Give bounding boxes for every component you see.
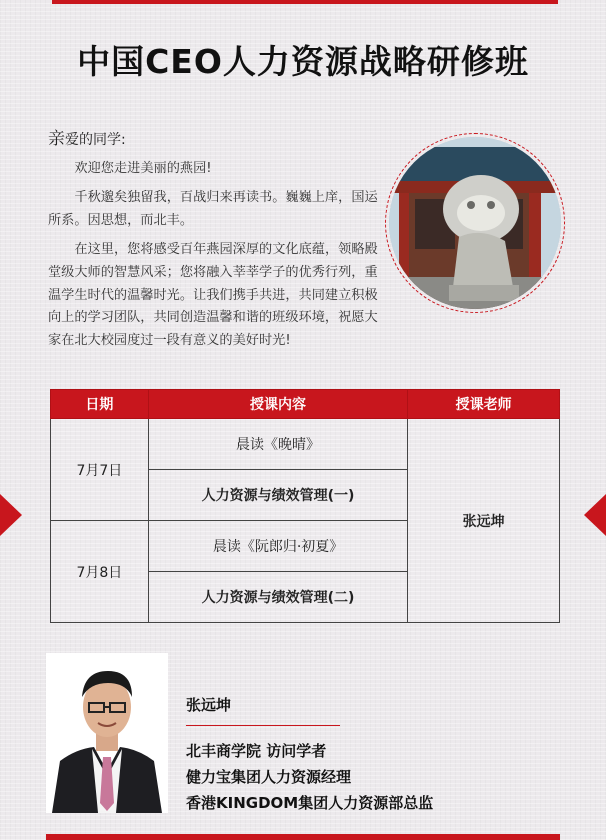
top-accent-bar bbox=[52, 0, 558, 4]
date-cell: 7月8日 bbox=[51, 521, 149, 623]
course-cell: 人力资源与绩效管理(二) bbox=[148, 572, 407, 623]
greeting bbox=[48, 128, 384, 152]
stone-lion-photo bbox=[385, 133, 565, 313]
intro-letter bbox=[48, 128, 384, 359]
teacher-titles bbox=[186, 738, 433, 816]
course-cell: 晨读《阮郎归·初夏》 bbox=[148, 521, 407, 572]
intro-paragraph: 千秋邈矣独留我，百战归来再读书。巍巍上庠，国运所系。因思想，而北丰。 bbox=[48, 190, 378, 228]
header-date: 日期 bbox=[51, 390, 149, 419]
left-arrow-marker bbox=[0, 494, 22, 536]
header-content: 授课内容 bbox=[148, 390, 407, 419]
intro-paragraph: 欢迎您走进美丽的燕园! bbox=[74, 160, 212, 176]
teacher-title-line: 香港KINGDOM集团人力资源部总监 bbox=[186, 794, 434, 812]
date-cell: 7月7日 bbox=[51, 419, 149, 521]
schedule-table bbox=[50, 389, 560, 623]
teacher-title-line: 健力宝集团人力资源经理 bbox=[186, 768, 352, 786]
stone-lion-image bbox=[389, 137, 561, 309]
teacher-name-divider bbox=[186, 725, 340, 726]
teacher-name: 张远坤 bbox=[186, 696, 232, 714]
teacher-portrait bbox=[46, 653, 168, 813]
right-arrow-marker bbox=[584, 494, 606, 536]
table-header-row bbox=[51, 390, 560, 419]
greeting-rest: 爱的同学: bbox=[65, 132, 126, 148]
teacher-portrait-image bbox=[46, 653, 168, 813]
page-title: 中国CEO人力资源战略研修班 bbox=[77, 42, 529, 81]
teacher-title-line: 北丰商学院 访问学者 bbox=[186, 742, 327, 760]
greeting-first-char: 亲 bbox=[48, 129, 65, 149]
teacher-cell: 张远坤 bbox=[408, 419, 560, 623]
course-cell: 晨读《晚晴》 bbox=[148, 419, 407, 470]
table-row bbox=[51, 419, 560, 470]
header-teacher: 授课老师 bbox=[408, 390, 560, 419]
bottom-accent-bar bbox=[46, 834, 560, 840]
course-cell: 人力资源与绩效管理(一) bbox=[148, 470, 407, 521]
intro-paragraph: 在这里，您将感受百年燕园深厚的文化底蕴，领略殿堂级大师的智慧风采；您将融入莘莘学子的优秀行列，重温学生时代的温馨时光。让我们携手共进，共同建立积极向上的学习团队，共同创造温馨和谐的班级环境，祝愿大家在北大校园度过一段有意义的美好时光! bbox=[48, 242, 378, 348]
